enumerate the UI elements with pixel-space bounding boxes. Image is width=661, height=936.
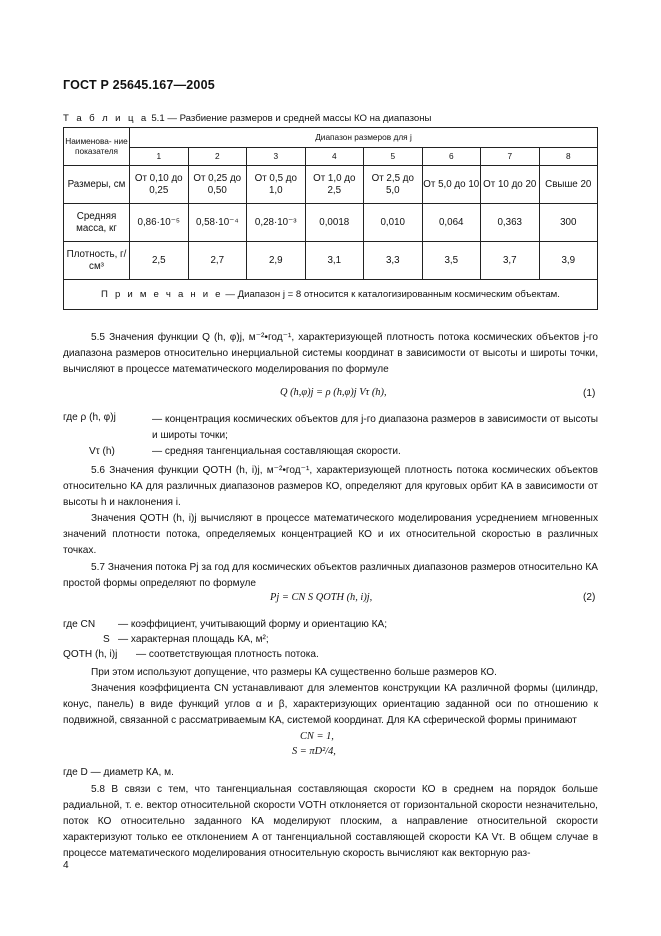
col-index: 8 — [539, 148, 598, 166]
formula-4: S = πD²/4, — [292, 746, 336, 757]
row-label: Средняя масса, кг — [64, 204, 130, 242]
where-term-q: QОТН (h, i)j — [63, 649, 118, 660]
table-cell: От 0,5 до 1,0 — [247, 166, 306, 204]
page-number: 4 — [63, 860, 69, 871]
table-cell: 3,9 — [539, 242, 598, 280]
table-row — [64, 166, 598, 204]
formula-2: Pj = CN S QОТН (h, i)j, — [270, 592, 373, 603]
col-index: 3 — [247, 148, 306, 166]
table-cell: 0,28·10⁻³ — [247, 204, 306, 242]
col-index: 5 — [364, 148, 423, 166]
header-indicator-name: Наименова- ние показателя — [64, 128, 130, 166]
col-index: 1 — [130, 148, 189, 166]
paragraph-5-5: 5.5 Значения функции Q (h, φ)j, м⁻²•год⁻¹, характеризующей плотность потока космических объектов j-го диапазона размеров относительно инерциальной системы координат в зависимости от высоты и широты точки, вычисляют в процессе математического моделирования по формуле — [63, 332, 598, 375]
col-index: 2 — [188, 148, 247, 166]
paragraph-5-7-b: При этом используют допущение, что размеры КА существенно больше размеров КО. — [91, 667, 497, 678]
where-def-q: — соответствующая плотность потока. — [136, 649, 319, 660]
table-note-text: — Диапазон j = 8 относится к каталогизированным космическим объектам. — [222, 288, 560, 300]
table-cell: 0,064 — [422, 204, 481, 242]
where-def-rho: — концентрация космических объектов для j-го диапазона размеров в зависимости от высоты и широты точки; — [152, 414, 598, 441]
where-d: где D — диаметр КА, м. — [63, 767, 174, 778]
paragraph-5-7-c: Значения коэффициента CN устанавливают для элементов конструкции КА различной формы (цилиндр, конус, панель) в виде функций углов α и β, характеризующих ориентацию заданной оси по отношению к подвижной, связанной с рассматриваемым КА, системой координат. Для КА сферической формы принимают — [63, 683, 598, 726]
table-cell: От 1,0 до 2,5 — [305, 166, 364, 204]
table-note-prefix: П р и м е ч а н и е — [101, 288, 223, 300]
table-cell: 0,010 — [364, 204, 423, 242]
header-size-range: Диапазон размеров для j — [130, 128, 598, 148]
table-cell: От 5,0 до 10 — [422, 166, 481, 204]
table-caption-text: 5.1 — Разбиение размеров и средней массы КО на диапазоны — [148, 113, 432, 124]
table-cell: 3,1 — [305, 242, 364, 280]
table-cell: 3,5 — [422, 242, 481, 280]
table-cell: 2,7 — [188, 242, 247, 280]
paragraph-5-6: 5.6 Значения функции QОТН (h, i)j, м⁻²•год⁻¹, характеризующей плотность потока космических объектов относительно КА для различных диапазонов размеров КО, определяют для круговых орбит КА в зависимости от высоты h и наклонения i. — [63, 465, 598, 508]
where-def-s: — характерная площадь КА, м²; — [118, 634, 269, 645]
column-index-row — [64, 148, 598, 166]
equation-number-2: (2) — [583, 592, 596, 603]
table-cell: От 0,25 до 0,50 — [188, 166, 247, 204]
table-row — [64, 204, 598, 242]
equation-number-1: (1) — [583, 388, 596, 399]
where-def-cn: — коэффициент, учитывающий форму и ориентацию КА; — [118, 619, 388, 630]
table-cell: 0,58·10⁻⁴ — [188, 204, 247, 242]
col-index: 6 — [422, 148, 481, 166]
formula-3: CN = 1, — [300, 731, 334, 742]
standard-header: ГОСТ Р 25645.167—2005 — [63, 78, 215, 92]
table-cell: 0,0018 — [305, 204, 364, 242]
table-row — [64, 242, 598, 280]
table-cell: 2,5 — [130, 242, 189, 280]
table-cell: 3,7 — [481, 242, 540, 280]
table-cell: 0,86·10⁻⁵ — [130, 204, 189, 242]
where-term-s: S — [103, 634, 110, 645]
table-cell: 3,3 — [364, 242, 423, 280]
table-cell: От 10 до 20 — [481, 166, 540, 204]
table-cell: Свыше 20 — [539, 166, 598, 204]
where-term-rho: где ρ (h, φ)j — [63, 412, 116, 423]
where-term-v: Vτ (h) — [89, 446, 115, 457]
row-label: Плотность, г/см³ — [64, 242, 130, 280]
size-ranges-table — [63, 127, 598, 310]
table-cell: От 2,5 до 5,0 — [364, 166, 423, 204]
paragraph-5-7: 5.7 Значения потока Pj за год для космических объектов различных диапазонов размеров относительно КА простой формы определяют по формуле — [63, 562, 598, 589]
paragraph-5-8: 5.8 В связи с тем, что тангенциальная составляющая скорости КО в среднем на порядок больше радиальной, т. е. вектор относительной скорости VОТН отклоняется от горизонтальной скорости незначительно, поток КО относительно заданного КА моделируют плоским, а направление относительной скорости характеризуют только ее отклонением A от тангенциальной составляющей скорости KA Vτ. В общем случае в процессе математического моделирования относительную скорость вычисляют как векторную раз- — [63, 784, 598, 859]
col-index: 4 — [305, 148, 364, 166]
table-cell: 2,9 — [247, 242, 306, 280]
table-cell: 0,363 — [481, 204, 540, 242]
table-note — [64, 280, 598, 310]
paragraph-5-6-b: Значения QОТН (h, i)j вычисляют в процессе математического моделирования усреднением мгновенных значений плотности потока, определяемых концентрацией КО и их относительной скоростью в различных точках. — [63, 513, 598, 556]
where-term-cn: где CN — [63, 619, 96, 630]
table-caption — [63, 113, 431, 124]
table-cell: От 0,10 до 0,25 — [130, 166, 189, 204]
row-label: Размеры, см — [64, 166, 130, 204]
formula-1: Q (h,φ)j = ρ (h,φ)j Vτ (h), — [280, 387, 387, 398]
table-caption-prefix: Т а б л и ц а — [63, 113, 149, 124]
col-index: 7 — [481, 148, 540, 166]
where-def-v: — средняя тангенциальная составляющая скорости. — [152, 446, 401, 457]
table-cell: 300 — [539, 204, 598, 242]
